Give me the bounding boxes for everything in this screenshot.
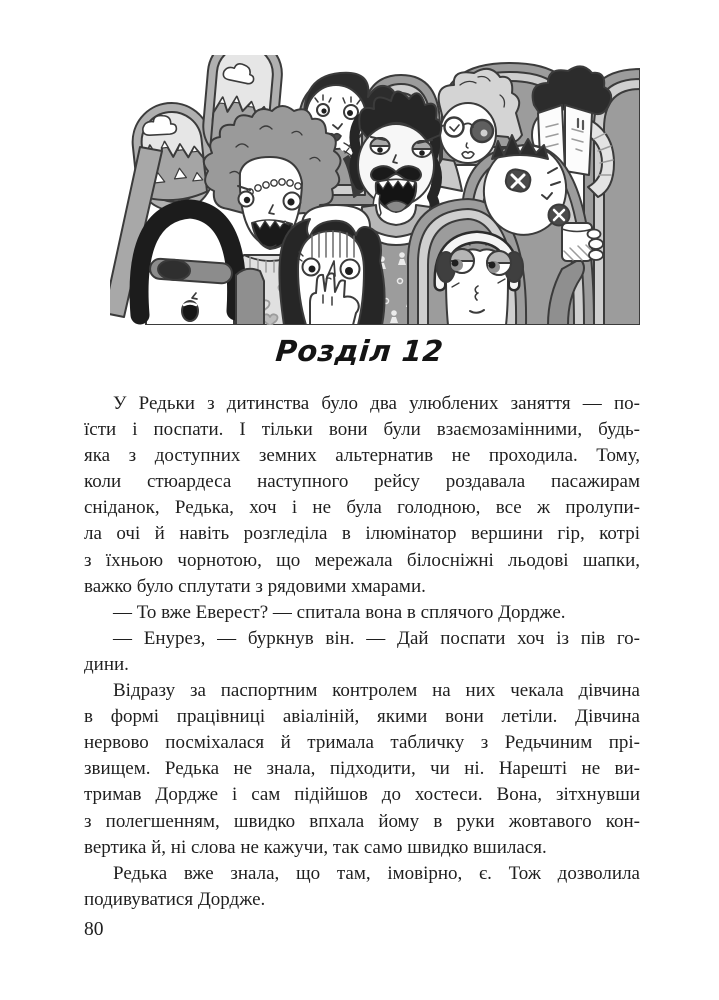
text-line: нервово посміхалася й тримала табличку з Редьчиним прі- bbox=[84, 732, 640, 754]
page-number: 80 bbox=[84, 919, 104, 940]
text-line: дини. bbox=[84, 653, 129, 675]
text-line: яка з доступних земних альтернатив не проходила. Тому, bbox=[84, 445, 640, 467]
text-line: Відразу за паспортним контролем на них чекала дівчина bbox=[113, 680, 640, 702]
paragraph bbox=[84, 626, 640, 678]
text-line: вертика й, ні слова не кажучи, так само швидко вшилася. bbox=[84, 836, 547, 858]
text-line: — Енурез, — буркнув він. — Дай поспати хоч із пів го- bbox=[113, 627, 640, 649]
text-line: в формі працівниці авіаліній, якими вони летіли. Дівчина bbox=[84, 706, 640, 728]
chapter-illustration bbox=[110, 55, 640, 325]
text-line: коли стюардеса наступного рейсу роздавала пасажирам bbox=[84, 471, 640, 493]
text-line: ла очі й навіть розгледіла в ілюмінатор вершини гір, котрі bbox=[84, 523, 640, 545]
paragraph bbox=[84, 678, 640, 861]
text-line: звищем. Редька не знала, підходити, чи ні. Нарешті не ви- bbox=[84, 758, 640, 780]
text-line: У Редьки з дитинства було два улюблених заняття — по- bbox=[113, 393, 640, 414]
text-line: важко було сплутати з рядовими хмарами. bbox=[84, 575, 426, 597]
text-line: з полегшенням, швидко впхала йому в руки жовтавого кон- bbox=[84, 810, 640, 832]
text-line: з їхньою чорнотою, що мережала білосніжні льодові шапки, bbox=[84, 549, 640, 571]
text-line: сніданок, Редька, хоч і не була голодною, все ж пролупи- bbox=[84, 497, 640, 519]
text-line: Редька вже знала, що там, імовірно, є. Тож дозволила bbox=[113, 862, 640, 884]
body-text bbox=[84, 391, 640, 913]
paragraph bbox=[84, 391, 640, 600]
text-line: подивуватися Дордже. bbox=[84, 888, 266, 910]
chapter-title: Розділ 12 bbox=[274, 334, 445, 368]
paragraph bbox=[84, 600, 640, 626]
paragraph bbox=[84, 861, 640, 913]
airplane-passengers-cartoon-icon bbox=[110, 55, 640, 325]
text-line: — То вже Еверест? — спитала вона в сплячого Дордже. bbox=[113, 601, 566, 623]
text-line: їсти і поспати. І тільки вони були взаємозамінними, будь- bbox=[84, 419, 640, 441]
text-line: тримав Дордже і сам підійшов до хостеси. Вона, зітхнувши bbox=[84, 784, 640, 806]
